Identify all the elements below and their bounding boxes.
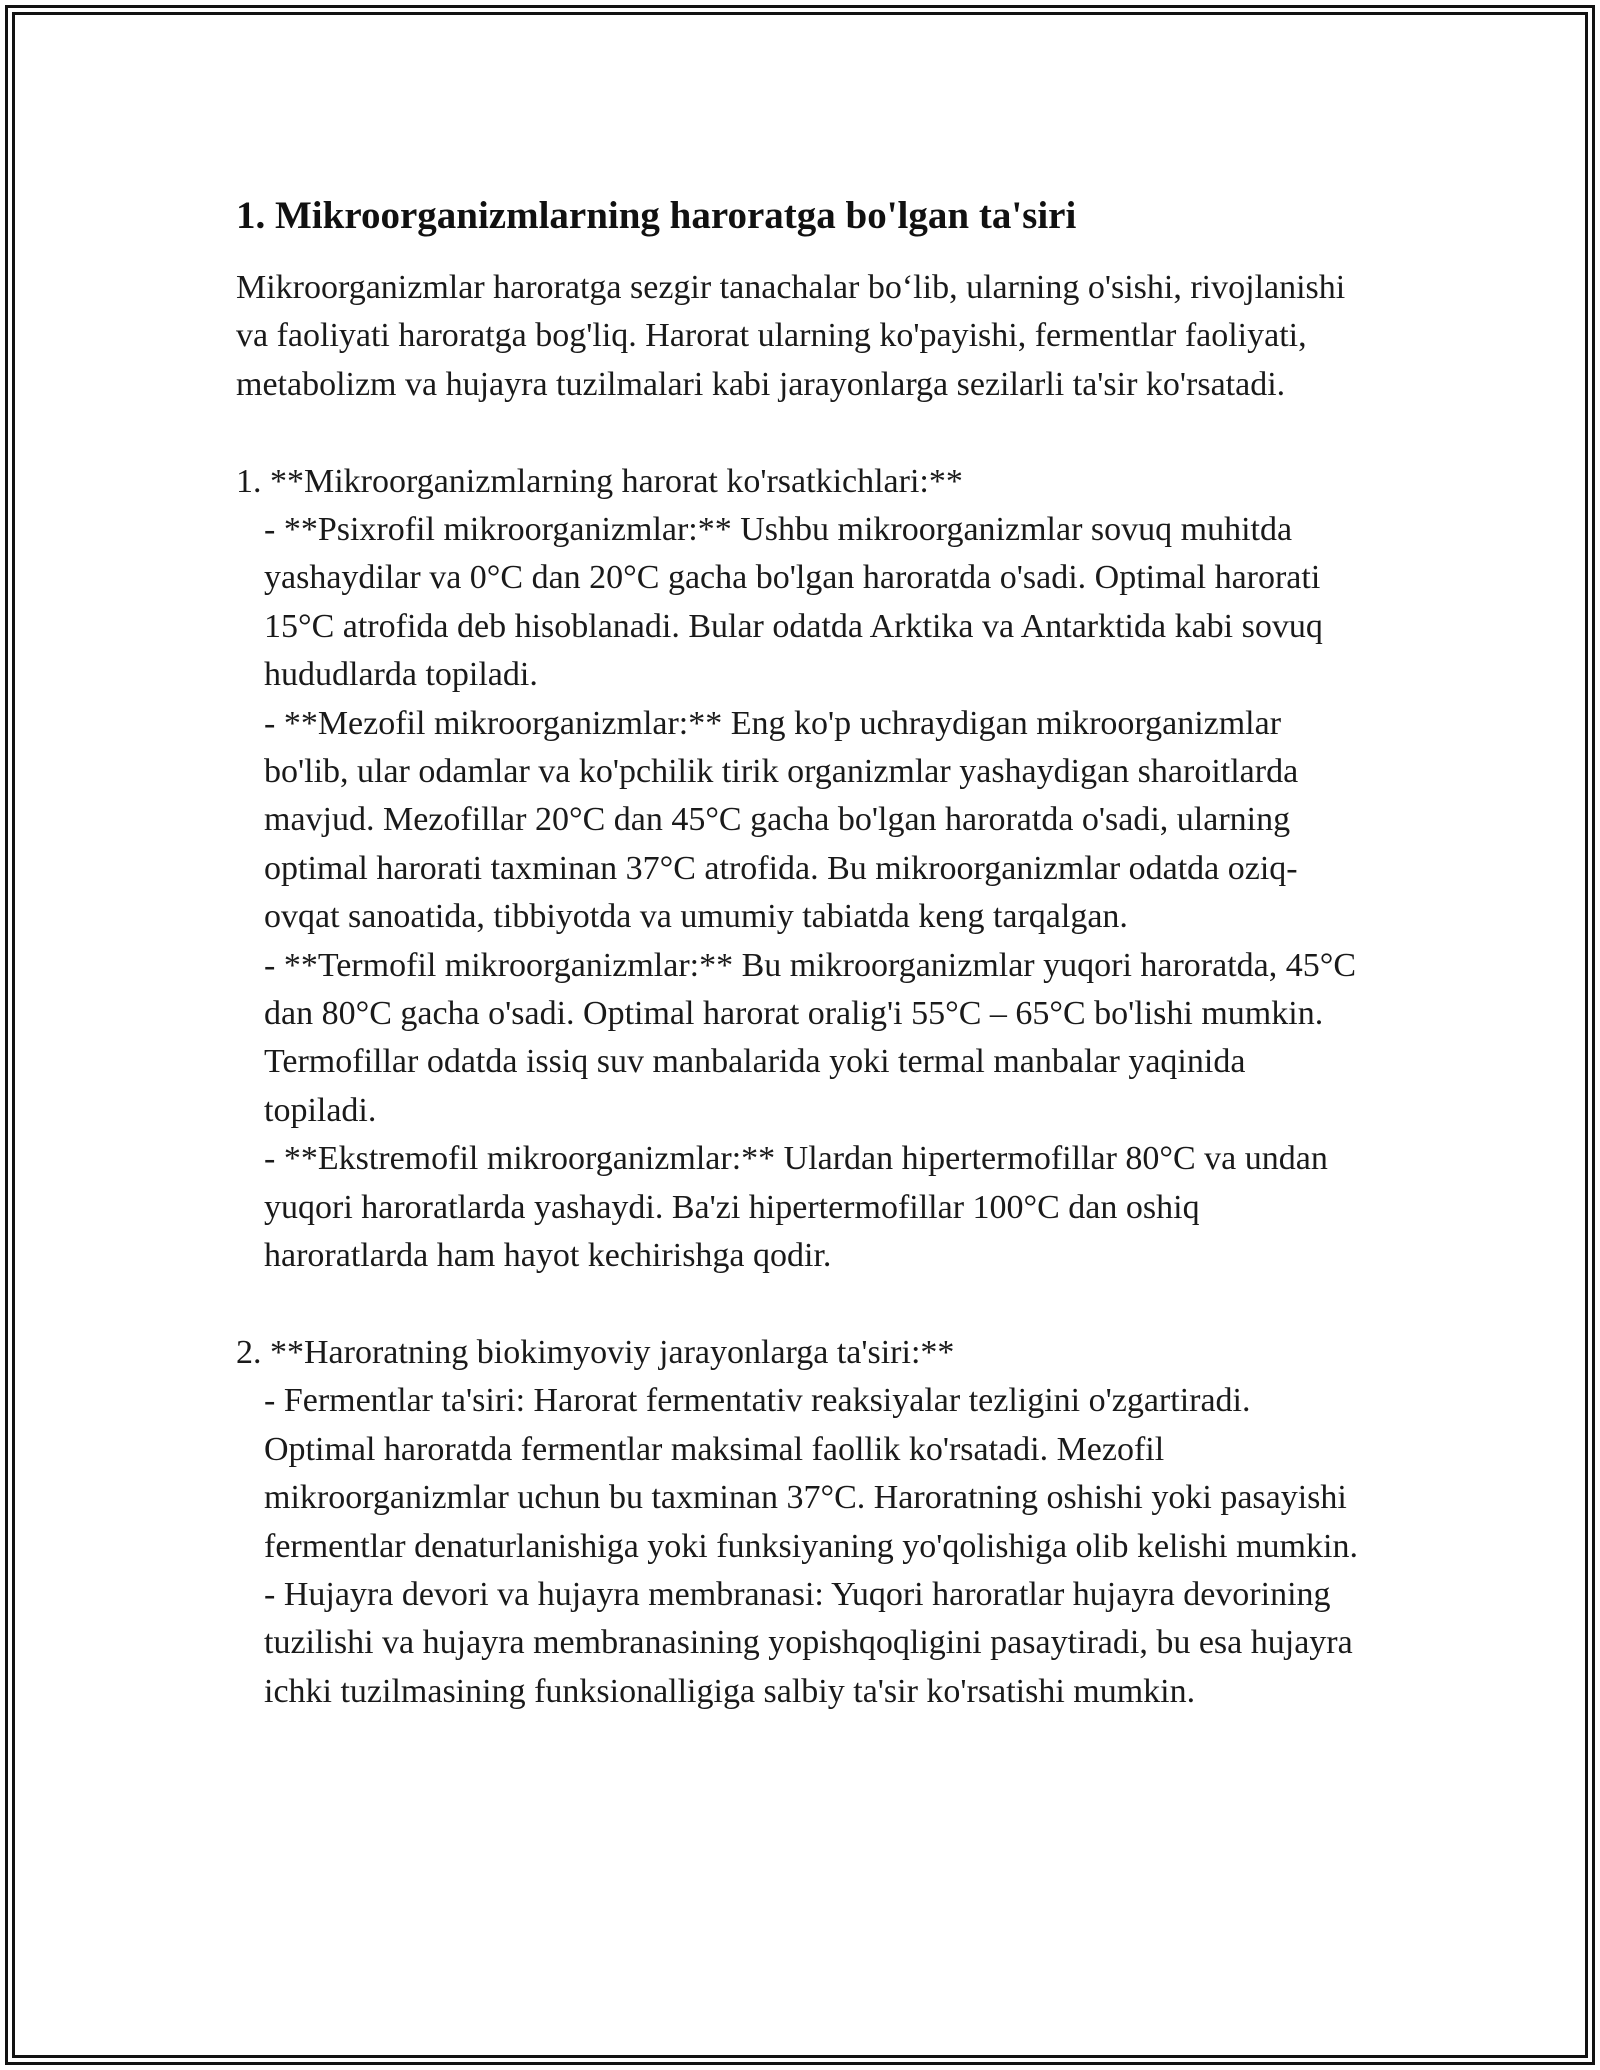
intro-paragraph: Mikroorganizmlar haroratga sezgir tanachalar bo‘lib, ularning o'sishi, rivojlanishi va faoliyati haroratga bog'liq. Harorat ularning ko'payishi, fermentlar faoliyati, metabolizm va hujayra tuzilmalari kabi jarayonlarga sezilarli ta'sir ko'rsatadi. [236,269,1354,403]
list-item-mesophiles: - **Mezofil mikroorganizmlar:** Eng ko'p uchraydigan mikroorganizmlar bo'lib, ular odamlar va ko'pchilik tirik organizmlar yashaydigan sharoitlarda mavjud. Mezofillar 20°C dan 45°C gacha bo'lgan haroratda o'sadi, ularning optimal harorati taxminan 37°C atrofida. Bu mikroorganizmlar odatda oziq-ovqat sanoatida, tibbiyotda va umumiy tabiatda keng tarqalgan. [264,704,1307,936]
list-item-psychrophiles: - **Psixrofil mikroorganizmlar:** Ushbu mikroorganizmlar sovuq muhitda yashaydilar va 0°C dan 20°C gacha bo'lgan haroratda o'sadi. Optimal harorati 15°C atrofida deb hisoblanadi. Bular odatda Arktika va Antarktida kabi sovuq hududlarda topiladi. [264,511,1332,694]
document-body [236,186,1366,1716]
section-biochemical-effects [236,1329,1366,1716]
list-item-extremophiles: - **Ekstremofil mikroorganizmlar:** Ulardan hipertermofillar 80°C va undan yuqori haroratlarda yashaydi. Ba'zi hipertermofillar 100°C dan oshiq haroratlarda ham hayot kechirishga qodir. [264,1140,1337,1275]
section-temperature-groups [236,458,1366,1281]
list-item-thermophiles: - **Termofil mikroorganizmlar:** Bu mikroorganizmlar yuqori haroratda, 45°C dan 80°C gacha o'sadi. Optimal harorat oralig'i 55°C – 65°C bo'lishi mumkin. Termofillar odatda issiq suv manbalarida yoki termal manbalar yaqinida topiladi. [264,946,1365,1129]
paragraph-gap [236,409,1366,457]
list-item-cell-wall: - Hujayra devori va hujayra membranasi: Yuqori haroratlar hujayra devorining tuzilishi va hujayra membranasining yopishqoqligini pasaytiradi, bu esa hujayra ichki tuzilmasining funksionalligiga salbiy ta'sir ko'rsatishi mumkin. [264,1575,1362,1710]
list-item-enzymes: - Fermentlar ta'siri: Harorat fermentativ reaksiyalar tezligini o'zgartiradi. Optimal haroratda fermentlar maksimal faollik ko'rsatadi. Mezofil mikroorganizmlar uchun bu taxminan 37°C. Haroratning oshishi yoki pasayishi fermentlar denaturlanishiga yoki funksiyaning yo'qolishiga olib kelishi mumkin. [264,1382,1358,1565]
paragraph-gap [236,1281,1366,1329]
section-heading: 2. **Haroratning biokimyoviy jarayonlarga ta'siri:** [236,1333,955,1371]
document-title: 1. Mikroorganizmlarning haroratga bo'lgan ta'siri [236,194,1077,237]
section-heading: 1. **Mikroorganizmlarning harorat ko'rsatkichlari:** [236,462,963,500]
